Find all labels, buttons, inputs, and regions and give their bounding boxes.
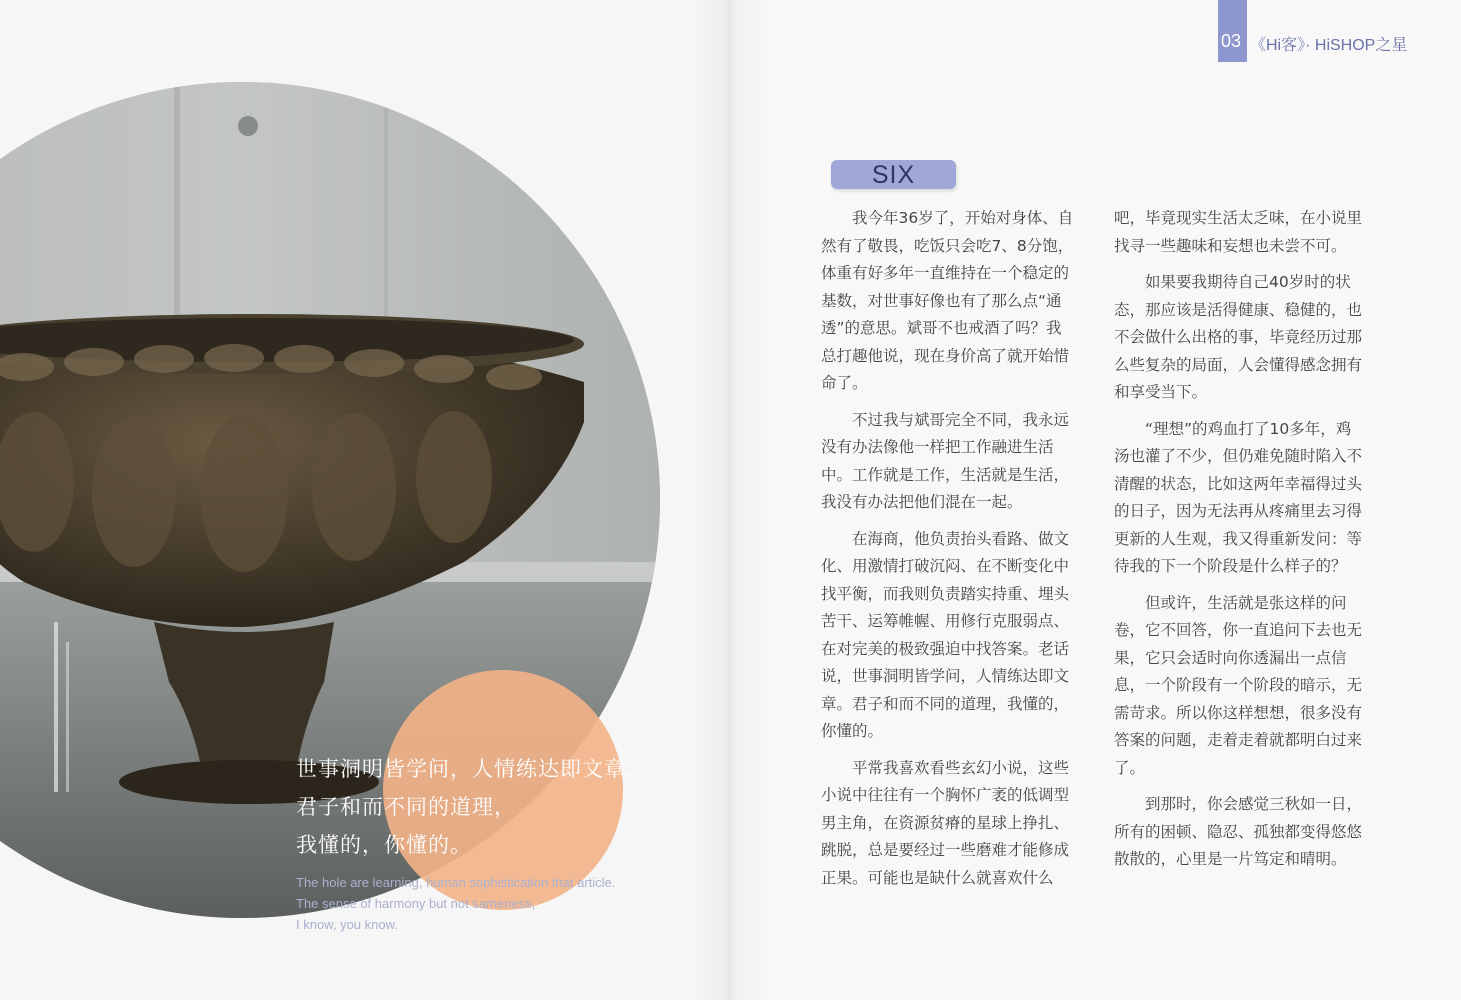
text-line: 正果。可能也是缺什么就喜欢什么 xyxy=(821,868,1054,887)
text-line: 中。工作就是工作，生活就是生活， xyxy=(821,465,1070,484)
text-line: 在对完美的极致强迫中找答案。老话 xyxy=(821,639,1070,658)
text-line: 小说中往往有一个胸怀广袤的低调型 xyxy=(821,786,1070,804)
text-line: 了。 xyxy=(1114,758,1146,777)
text-line: 我没有办法把他们混在一起。 xyxy=(821,493,1023,511)
text-column-2 xyxy=(1114,205,1376,883)
text-line: 体重有好多年一直维持在一个稳定的 xyxy=(821,264,1070,282)
english-quote xyxy=(296,872,716,935)
chinese-quote xyxy=(296,750,716,864)
text-line: 态，那应该是活得健康、稳健的，也 xyxy=(1114,300,1363,319)
text-line: 所有的困顿、隐忍、孤独都变得悠悠 xyxy=(1114,822,1363,841)
text-line: 在海商，他负责抬头看路、做文 xyxy=(821,529,1070,548)
paragraph xyxy=(821,205,1083,398)
paragraph xyxy=(1114,791,1376,874)
text-line: 平常我喜欢看些玄幻小说，这些 xyxy=(821,758,1070,777)
text-line: 章。君子和而不同的道理，我懂的， xyxy=(821,694,1070,713)
text-line: 需苛求。所以你这样想想，很多没有 xyxy=(1114,703,1363,722)
text-line: 总打趣他说，现在身价高了就开始惜 xyxy=(821,346,1070,365)
text-line: 化、用激情打破沉闷、在不断变化中 xyxy=(821,557,1070,575)
text-line: 苦干、运筹帷幄、用修行克服弱点、 xyxy=(821,612,1070,630)
paragraph xyxy=(1114,590,1376,783)
quote-line-en: The sense of harmony but not sameness, xyxy=(296,896,536,911)
text-line: 答案的问题，走着走着就都明白过来 xyxy=(1114,731,1363,749)
text-column-1 xyxy=(821,205,1083,901)
text-line: 说，世事洞明皆学问，人情练达即文 xyxy=(821,667,1070,685)
text-line: 找平衡，而我则负责踏实持重、埋头 xyxy=(821,584,1070,603)
paragraph xyxy=(821,755,1083,893)
text-line: 果，它只会适时向你透漏出一点信 xyxy=(1114,648,1347,667)
text-line: 透”的意思。斌哥不也戒酒了吗？我 xyxy=(821,319,1062,337)
magazine-title: 《Hi客》· HiSHOP之星 xyxy=(1250,37,1408,54)
text-line: 命了。 xyxy=(821,374,868,392)
text-line: “理想”的鸡血打了10多年，鸡 xyxy=(1114,419,1352,438)
text-line: 但或许，生活就是张这样的问 xyxy=(1114,593,1347,612)
paragraph xyxy=(1114,269,1376,407)
paragraph xyxy=(1114,205,1376,260)
left-page xyxy=(0,0,730,1000)
quote-line: 世事洞明皆学问，人情练达即文章， xyxy=(296,757,648,781)
text-line: 你懂的。 xyxy=(821,722,884,740)
text-line: 如果要我期待自己40岁时的状 xyxy=(1114,273,1351,291)
text-line: 散散的，心里是一片笃定和晴明。 xyxy=(1114,850,1347,868)
text-line: 没有办法像他一样把工作融进生活 xyxy=(821,438,1054,456)
text-line: 我今年36岁了，开始对身体、自 xyxy=(821,209,1074,227)
text-line: 待我的下一个阶段是什么样子的？ xyxy=(1114,557,1347,575)
text-line: 不会做什么出格的事，毕竟经历过那 xyxy=(1114,328,1363,346)
text-line: 基数，对世事好像也有了那么点“通 xyxy=(821,291,1062,310)
quote-line: 我懂的，你懂的。 xyxy=(296,833,472,857)
text-line: 么些复杂的局面，人会懂得感念拥有 xyxy=(1114,355,1363,374)
quote-line: 君子和而不同的道理， xyxy=(296,795,516,819)
text-line: 和享受当下。 xyxy=(1114,383,1208,401)
page-number: 03 xyxy=(1221,31,1242,51)
paragraph xyxy=(821,526,1083,746)
quote-line-en: The hole are learning, human sophistication that article. xyxy=(296,875,616,890)
text-line: 的日子，因为无法再从疼痛里去习得 xyxy=(1114,502,1363,520)
text-line: 然有了敬畏，吃饭只会吃7、8分饱， xyxy=(821,236,1074,255)
paragraph xyxy=(1114,416,1376,581)
text-line: 不过我与斌哥完全不同，我永远 xyxy=(821,410,1070,429)
quote-line-en: I know, you know. xyxy=(296,917,398,932)
section-tag: SIX xyxy=(831,160,956,189)
text-line: 息，一个阶段有一个阶段的暗示，无 xyxy=(1114,676,1363,694)
text-line: 卷，它不回答，你一直追问下去也无 xyxy=(1114,621,1363,639)
text-line: 到那时，你会感觉三秋如一日， xyxy=(1114,795,1363,813)
paragraph xyxy=(821,407,1083,517)
text-line: 男主角，在资源贫瘠的星球上挣扎、 xyxy=(821,813,1070,832)
text-line: 找寻一些趣味和妄想也未尝不可。 xyxy=(1114,236,1347,255)
text-line: 跳脱，总是要经过一些磨难才能修成 xyxy=(821,841,1070,859)
text-line: 清醒的状态，比如这两年幸福得过头 xyxy=(1114,474,1363,493)
text-line: 吧，毕竟现实生活太乏味，在小说里 xyxy=(1114,209,1363,227)
text-line: 更新的人生观，我又得重新发问：等 xyxy=(1114,529,1363,548)
text-line: 汤也灌了不少，但仍难免随时陷入不 xyxy=(1114,447,1363,465)
